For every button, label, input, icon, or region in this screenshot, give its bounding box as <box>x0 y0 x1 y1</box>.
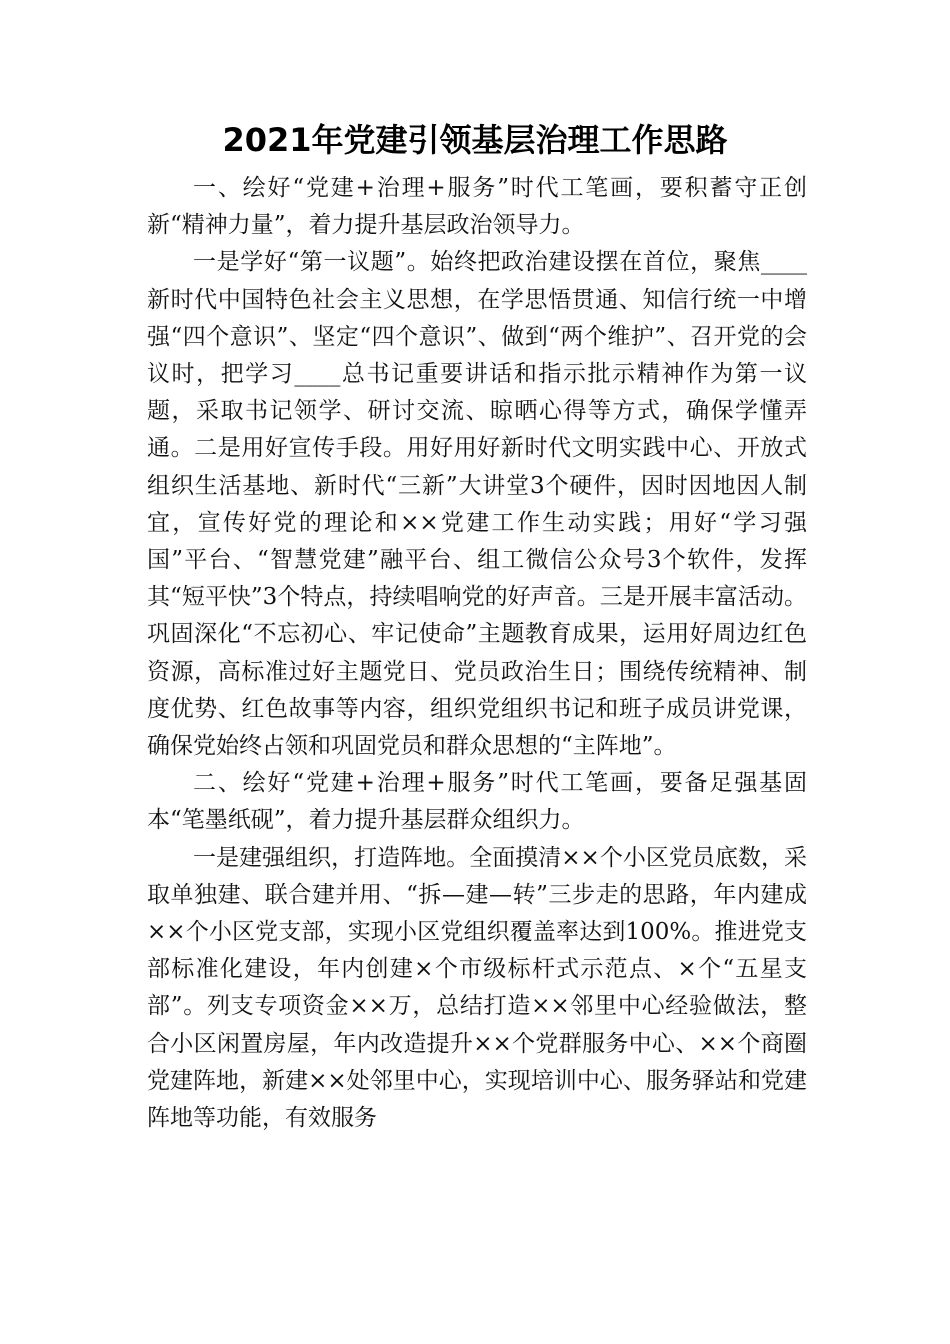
document-title: 2021年党建引领基层治理工作思路 <box>222 121 728 159</box>
paragraph-section-1-heading: 一、绘好“党建+治理+服务”时代工笔画，要积蓄守正创新“精神力量”，着力提升基层政治领导力。 <box>147 175 807 239</box>
document-body <box>147 170 807 1137</box>
paragraph-section-2-heading: 二、绘好“党建+治理+服务”时代工笔画，要备足强基固本“笔墨纸砚”，着力提升基层群众组织力。 <box>147 770 807 834</box>
paragraph-section-1-content: 一是学好“第一议题”。始终把政治建设摆在首位，聚焦____新时代中国特色社会主义思想，在学思悟贯通、知信行统一中增强“四个意识”、坚定“四个意识”、做到“两个维护”、召开党的会议时，把学习____总书记重要讲话和指示批示精神作为第一议题，采取书记领学、研讨交流、晾晒心得等方式，确保学懂弄通。二是用好宣传手段。用好用好新时代文明实践中心、开放式组织生活基地、新时代“三新”大讲堂3个硬件，因时因地因人制宜，宣传好党的理论和××党建工作生动实践；用好“学习强国”平台、“智慧党建”融平台、组工微信公众号3个软件，发挥其“短平快”3个特点，持续唱响党的好声音。三是开展丰富活动。巩固深化“不忘初心、牢记使命”主题教育成果，运用好周边红色资源，高标准过好主题党日、党员政治生日；围绕传统精神、制度优势、红色故事等内容，组织党组织书记和班子成员讲党课，确保党始终占领和巩固党员和群众思想的“主阵地”。 <box>147 249 807 760</box>
paragraph-section-2-content: 一是建强组织，打造阵地。全面摸清××个小区党员底数，采取单独建、联合建并用、“拆—建—转”三步走的思路，年内建成××个小区党支部，实现小区党组织覆盖率达到100%。推进党支部标准化建设，年内创建×个市级标杆式示范点、×个“五星支部”。列支专项资金××万，总结打造××邻里中心经验做法，整合小区闲置房屋，年内改造提升××个党群服务中心、××个商圈党建阵地，新建××处邻里中心，实现培训中心、服务驿站和党建阵地等功能，有效服务 <box>147 844 807 1132</box>
